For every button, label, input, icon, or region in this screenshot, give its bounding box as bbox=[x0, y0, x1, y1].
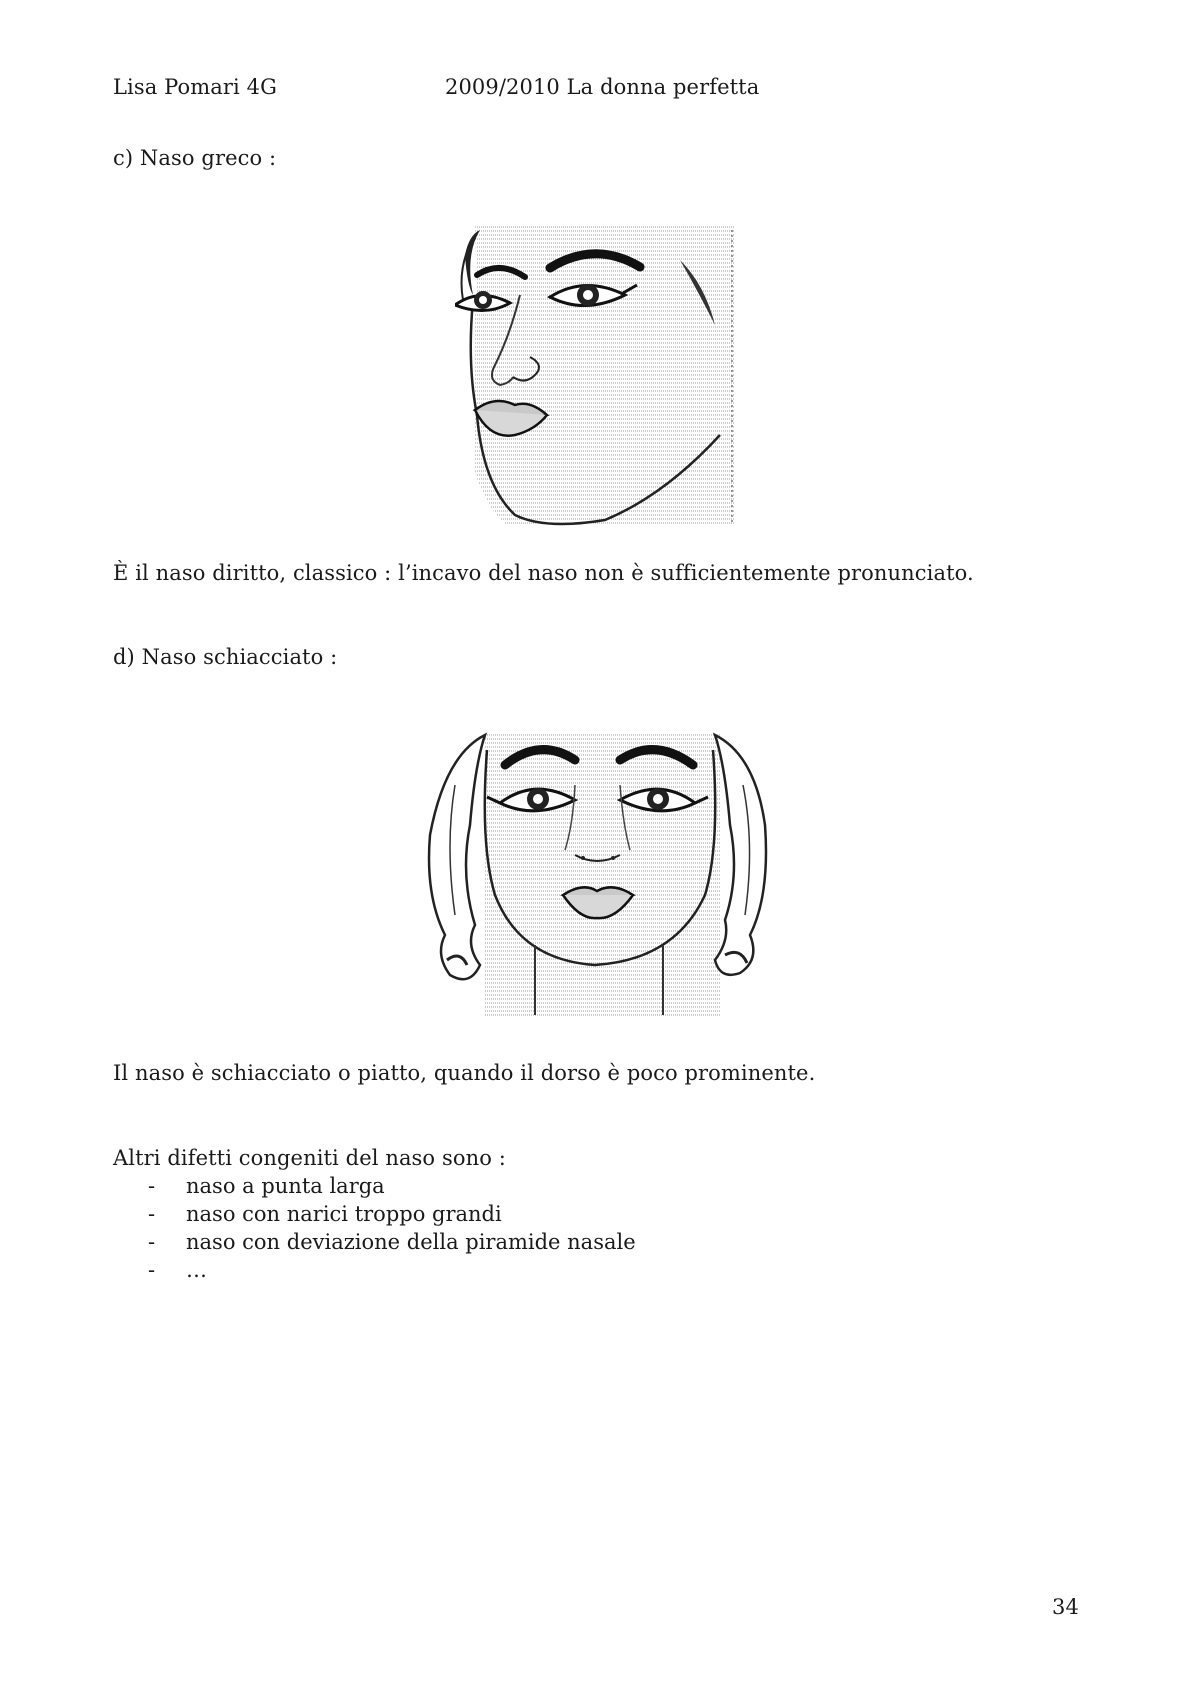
list-item bbox=[148, 1172, 636, 1200]
list-item bbox=[148, 1256, 636, 1284]
list-bullet: - bbox=[148, 1174, 156, 1198]
list-item bbox=[148, 1200, 636, 1228]
section-c-caption: È il naso diritto, classico : l’incavo del naso non è sufficientemente pronunciato. bbox=[113, 561, 974, 585]
list-item-text: naso con deviazione della piramide nasale bbox=[186, 1230, 636, 1254]
list-item-text: naso a punta larga bbox=[186, 1174, 385, 1198]
section-d-heading: d) Naso schiacciato : bbox=[113, 645, 338, 669]
list-item-text: … bbox=[186, 1258, 207, 1282]
list-bullet: - bbox=[148, 1258, 156, 1282]
flat-nose-figure bbox=[425, 725, 775, 1020]
other-defects-intro: Altri difetti congeniti del naso sono : bbox=[113, 1146, 506, 1170]
greek-nose-face-drawing bbox=[455, 225, 735, 530]
flat-nose-face-drawing bbox=[425, 725, 775, 1020]
list-bullet: - bbox=[148, 1202, 156, 1226]
header-title: 2009/2010 La donna perfetta bbox=[445, 75, 760, 99]
header-author: Lisa Pomari 4G bbox=[113, 75, 277, 99]
other-defects-list bbox=[148, 1172, 636, 1284]
greek-nose-figure bbox=[455, 225, 735, 530]
list-bullet: - bbox=[148, 1230, 156, 1254]
section-c-heading: c) Naso greco : bbox=[113, 146, 277, 170]
list-item-text: naso con narici troppo grandi bbox=[186, 1202, 502, 1226]
list-item bbox=[148, 1228, 636, 1256]
page-number: 34 bbox=[1052, 1595, 1079, 1619]
section-d-caption: Il naso è schiacciato o piatto, quando il dorso è poco prominente. bbox=[113, 1061, 816, 1085]
